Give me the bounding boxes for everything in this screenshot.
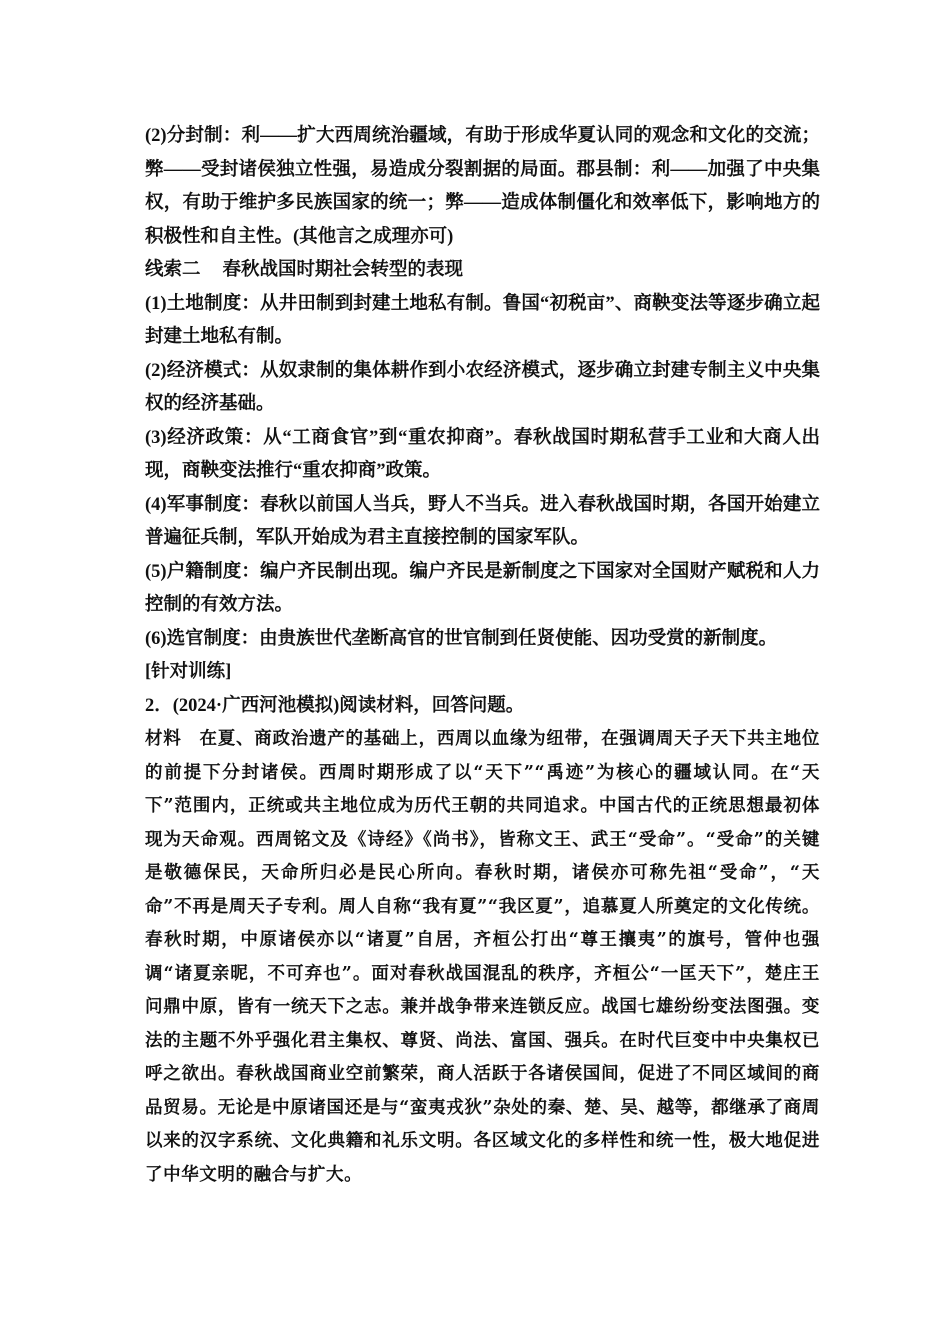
training-label: [针对训练] [145, 662, 232, 682]
material-paragraph [145, 723, 820, 1192]
clue-heading [145, 254, 820, 288]
clue-title: 春秋战国时期社会转型的表现 [222, 260, 464, 280]
document-page [145, 120, 820, 1192]
list-item-economic-model: (2)经济模式：从奴隶制的集体耕作到小农经济模式，逐步确立封建专制主义中央集权的经济基础。 [145, 360, 820, 414]
list-item-military-system: (4)军事制度：春秋以前国人当兵，野人不当兵。进入春秋战国时期，各国开始建立普遍征兵制，军队开始成为君主直接控制的国家军队。 [145, 494, 820, 548]
list-item-household-registration: (5)户籍制度：编户齐民制出现。编户齐民是新制度之下国家对全国财产赋税和人力控制的有效方法。 [145, 561, 820, 615]
list-item-official-selection: (6)选官制度：由贵族世代垄断高官的世官制到任贤使能、因功受赏的新制度。 [145, 628, 778, 649]
answer-paragraph-feudal-system: (2)分封制：利——扩大西周统治疆域，有助于形成华夏认同的观念和文化的交流；弊——受封诸侯独立性强，易造成分裂割据的局面。郡县制：利——加强了中央集权，有助于维护多民族国家的统一；弊——造成体制僵化和效率低下，影响地方的积极性和自主性。(其他言之成理亦可) [145, 126, 820, 247]
list-item-land-system: (1)土地制度：从井田制到封建土地私有制。鲁国“初税亩”、商鞅变法等逐步确立起封建土地私有制。 [145, 293, 820, 347]
material-label: 材料 [145, 729, 182, 749]
material-text: 在夏、商政治遗产的基础上，西周以血缘为纽带，在强调周天子天下共主地位的前提下分封诸侯。西周时期形成了以“天下”“禹迹”为核心的疆域认同。在“天下”范围内，正统或共主地位成为历代王朝的共同追求。中国古代的正统思想最初体现为天命观。西周铭文及《诗经》《尚书》，皆称文王、武王“受命”。“受命”的关键是敬德保民，天命所归必是民心所向。春秋时期，诸侯亦可称先祖“受命”，“天命”不再是周天子专利。周人自称“我有夏”“我区夏”，追慕夏人所奠定的文化传统。春秋时期，中原诸侯亦以“诸夏”自居，齐桓公打出“尊王攘夷”的旗号，管仲也强调“诸夏亲昵，不可弃也”。面对春秋战国混乱的秩序，齐桓公“一匡天下”，楚庄王问鼎中原，皆有一统天下之志。兼并战争带来连锁反应。战国七雄纷纷变法图强。变法的主题不外乎强化君主集权、尊贤、尚法、富国、强兵。在时代巨变中中央集权已呼之欲出。春秋战国商业空前繁荣，商人活跃于各诸侯国间，促进了不同区域间的商品贸易。无论是中原诸国还是与“蛮夷戎狄”杂处的秦、楚、吴、越等，都继承了商周以来的汉字系统、文化典籍和礼乐文明。各区域文化的多样性和统一性，极大地促进了中华文明的融合与扩大。 [145, 729, 820, 1185]
question-prompt: 2．(2024·广西河池模拟)阅读材料，回答问题。 [145, 695, 525, 716]
clue-label: 线索二 [145, 260, 201, 280]
list-item-economic-policy: (3)经济政策：从“工商食官”到“重农抑商”。春秋战国时期私营手工业和大商人出现，商鞅变法推行“重农抑商”政策。 [145, 427, 820, 481]
